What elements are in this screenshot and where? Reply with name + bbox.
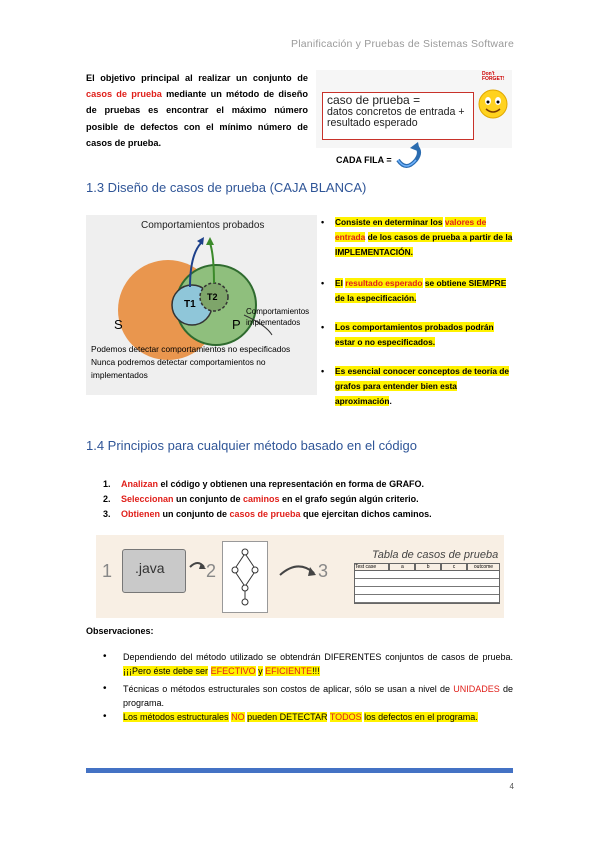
figure-step-3: 3	[318, 561, 329, 581]
arrow-t2-head	[206, 237, 214, 245]
graph-icon	[223, 542, 267, 612]
obs-1-hl-e: !!!	[312, 666, 320, 677]
table-col: c	[441, 563, 467, 571]
test-table-header	[354, 563, 500, 571]
note-line-1: caso de prueba =	[327, 93, 421, 107]
intro-highlight: casos de prueba	[86, 89, 162, 100]
venn-diagram	[86, 215, 317, 395]
curved-arrow-icon	[392, 142, 428, 172]
bullet-1-text-a: Consiste en determinar los	[335, 217, 443, 227]
observation-2	[103, 682, 513, 710]
table-col: outcome	[467, 563, 500, 571]
bullet-4-text: Es esencial conocer conceptos de teoría de grafos para entender bien esta aproximación	[335, 366, 510, 407]
note-card	[322, 92, 474, 140]
bullet-2-text-c: se obtiene SIEMPRE de la especificación.	[335, 278, 507, 304]
table-title: Tabla de casos de prueba	[372, 549, 499, 561]
figure-step-2: 2	[206, 561, 217, 581]
bullet-2-text-b: resultado esperado	[345, 278, 423, 288]
obs-3-c: pueden DETECTAR	[247, 712, 328, 722]
step-verb: Analizan	[121, 479, 159, 489]
step-term: casos de prueba	[229, 509, 301, 519]
footer-divider	[86, 768, 513, 773]
bullet-dot: •	[321, 278, 325, 288]
venn-p-label: P	[232, 317, 241, 332]
observaciones-title: Observaciones:	[86, 626, 154, 636]
page-header: Planificación y Pruebas de Sistemas Software	[291, 38, 514, 50]
process-figure	[96, 535, 504, 618]
venn-t2-label: T2	[207, 292, 218, 302]
venn-top-label: Comportamientos probados	[141, 220, 265, 231]
bullet-4-end: .	[389, 396, 392, 407]
step-verb: Obtienen	[121, 509, 161, 519]
venn-right-label-1: Comportamientos	[246, 307, 310, 316]
bullet-dot: •	[103, 683, 107, 694]
obs-1-hl-c: y	[258, 666, 263, 677]
smiley-icon	[476, 80, 510, 120]
intro-text-2: mediante un método de diseño de pruebas es encontrar el máximo número posible de defectos con el mínimo número de casos de prueba.	[86, 89, 308, 148]
arrow-icon	[188, 557, 208, 577]
obs-1-text: Dependiendo del método utilizado se obtendrán DIFERENTES conjuntos de casos de prueba.	[123, 652, 513, 662]
bullet-1-text-b: valores de entrada	[335, 217, 487, 243]
step-text: un conjunto de	[160, 509, 230, 519]
step-number: 2.	[103, 494, 111, 504]
step-text-end: en el grafo según algún criterio.	[279, 494, 419, 504]
note-line-3: resultado esperado	[327, 117, 418, 129]
bullet-2	[323, 276, 513, 306]
observation-1	[103, 650, 513, 678]
note-image	[316, 70, 512, 148]
arrow-icon	[278, 559, 318, 583]
venn-s-label: S	[114, 317, 123, 332]
step-term: caminos	[243, 494, 280, 504]
obs-3-a: Los métodos estructurales	[123, 712, 229, 722]
cada-fila-label: CADA FILA =	[336, 155, 392, 165]
bullet-1	[323, 215, 513, 261]
obs-2-text: Técnicas o métodos estructurales son costos de aplicar, sólo se usan a nivel de	[123, 684, 451, 694]
venn-right-label-2: implementados	[246, 318, 301, 327]
badge-text: Don't FORGET!	[482, 71, 505, 82]
bullet-dot: •	[103, 651, 107, 662]
venn-caption-2: Nunca podremos detectar comportamientos no	[91, 357, 266, 367]
bullet-1-text-c: de los casos de prueba a partir de la IMPLEMENTACIÓN.	[335, 232, 513, 258]
note-line-2: datos concretos de entrada +	[327, 105, 465, 118]
step-text: el código y obtienen una representación en forma de GRAFO.	[158, 479, 425, 489]
obs-2-text-end: de programa.	[123, 684, 513, 709]
page-number: 4	[509, 782, 514, 791]
figure-step-1: 1	[102, 561, 113, 581]
step-verb: Seleccionan	[121, 494, 174, 504]
venn-t1-label: T1	[184, 299, 196, 310]
bullet-dot: •	[321, 366, 325, 376]
step-number: 3.	[103, 509, 111, 519]
table-col: b	[415, 563, 441, 571]
bullet-3	[323, 320, 513, 350]
step-3	[103, 508, 432, 521]
obs-3-b: NO	[231, 712, 245, 722]
intro-text-1: El objetivo principal al realizar un conjunto de	[86, 73, 308, 83]
obs-1-hl-a: ¡¡¡Pero éste debe ser	[123, 666, 209, 677]
table-col: a	[389, 563, 415, 571]
bullet-dot: •	[321, 217, 325, 227]
bullet-dot: •	[321, 322, 325, 332]
java-label: .java	[135, 560, 165, 576]
obs-3-e: los defectos en el programa.	[364, 712, 478, 722]
observation-3	[103, 710, 513, 724]
bullet-dot: •	[103, 711, 107, 722]
step-text: un conjunto de	[173, 494, 244, 504]
bullet-4	[323, 364, 513, 410]
section-1-4-heading: 1.4 Principios para cualquier método basado en el código	[86, 438, 417, 453]
test-table	[354, 563, 500, 604]
java-file	[122, 549, 186, 593]
bullet-3-text: Los comportamientos probados podrán estar o no especificados.	[335, 322, 494, 348]
step-text-end: que ejercitan dichos caminos.	[300, 509, 432, 519]
venn-caption-3: implementados	[91, 370, 148, 380]
obs-1-hl-d: EFICIENTE	[265, 666, 313, 677]
obs-3-d: TODOS	[329, 712, 362, 722]
table-body	[354, 571, 500, 604]
step-number: 1.	[103, 479, 111, 489]
step-2	[103, 493, 419, 506]
venn-svg	[86, 215, 317, 395]
obs-2-term: UNIDADES	[453, 684, 500, 694]
table-col: Test case	[354, 563, 389, 571]
intro-paragraph	[86, 70, 308, 151]
step-1	[103, 478, 424, 491]
obs-1-hl-b: EFECTIVO	[210, 666, 256, 677]
graph-card	[222, 541, 268, 613]
bullet-2-text-a: El	[335, 278, 343, 288]
section-1-3-heading: 1.3 Diseño de casos de prueba (CAJA BLANCA)	[86, 180, 367, 195]
venn-caption-1: Podemos detectar comportamientos no especificados	[91, 344, 291, 354]
